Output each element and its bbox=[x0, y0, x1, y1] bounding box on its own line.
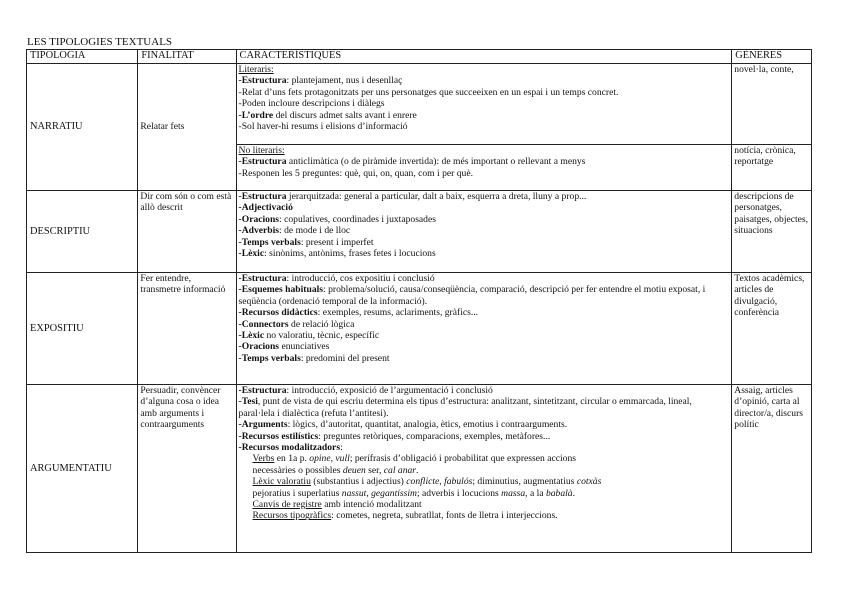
cell-tipologia-argumentatiu bbox=[27, 385, 138, 553]
cell-generes-narratiu-literaris bbox=[732, 64, 812, 145]
table-row bbox=[27, 191, 812, 273]
cell-generes-argumentatiu bbox=[732, 385, 812, 553]
tipologia-label: DESCRIPTIU bbox=[30, 225, 91, 237]
list-item: -L’ordre del discurs admet salts avant i enrere bbox=[238, 109, 417, 121]
cell-caracteristiques-expositiu bbox=[236, 273, 732, 385]
subheading-literaris: Literaris: bbox=[238, 64, 274, 75]
cell-tipologia-expositiu bbox=[27, 273, 138, 385]
cell-caracteristiques-descriptiu bbox=[236, 191, 732, 273]
list-item: -Lèxic: sinònims, antònims, frases fetes i locucions bbox=[238, 248, 436, 260]
finalitat-text: Persuadir, convèncer d’alguna cosa o idea amb arguments i contraarguments bbox=[140, 385, 221, 431]
list-item: -Esquemes habituals: problema/solució, causa/conseqüència, comparació, descripció per fer entendre el motiu exposat, i seqüència (ordenació temporal de la informació). bbox=[238, 284, 706, 307]
cell-caracteristiques-narratiu-literaris bbox=[236, 64, 732, 145]
generes-text: novel·la, conte, bbox=[734, 64, 794, 75]
finalitat-text: Dir com són o com està allò descrit bbox=[140, 191, 232, 214]
tipologia-label: ARGUMENTATIU bbox=[30, 462, 112, 474]
cell-finalitat-expositiu bbox=[138, 273, 236, 385]
list-item: -Responen les 5 preguntes: què, qui, on, quan, com i per què. bbox=[238, 167, 473, 179]
list-item: -Connectors de relació lògica bbox=[238, 318, 355, 330]
cell-finalitat-argumentatiu bbox=[138, 385, 236, 553]
list-item: -Lèxic no valoratiu, tècnic, específic bbox=[238, 330, 380, 342]
list-item: -Estructura: introducció, cos expositiu i conclusió bbox=[238, 273, 435, 284]
cell-caracteristiques-narratiu-noliteraris bbox=[236, 145, 732, 191]
cell-finalitat-descriptiu bbox=[138, 191, 236, 273]
list-item: -Oracions: copulatives, coordinades i juxtaposades bbox=[238, 213, 436, 225]
list-item: -Sol haver-hi resums i elisions d’informació bbox=[238, 121, 408, 133]
generes-text: Textos acadèmics, articles de divulgació, conferència bbox=[734, 273, 805, 319]
table-row bbox=[27, 64, 812, 145]
list-item: -Temps verbals: present i imperfet bbox=[238, 236, 374, 248]
table-row bbox=[27, 385, 812, 553]
header-finalitat: FINALITAT bbox=[138, 50, 236, 64]
cell-tipologia-narratiu bbox=[27, 64, 138, 191]
list-item: -Adverbis: de mode i de lloc bbox=[238, 225, 351, 237]
generes-text: descripcions de personatges, paisatges, objectes, situacions bbox=[734, 191, 809, 237]
finalitat-text: Relatar fets bbox=[140, 121, 185, 133]
list-item: -Tesi, punt de vista de qui escriu determina els tipus d’estructura: analitzant, sintetitzant, circular o emmarcada, lineal, paral·lela i dialèctica (refuta l’antitesi). bbox=[238, 396, 692, 419]
cell-tipologia-descriptiu bbox=[27, 191, 138, 273]
list-item: -Recursos estilístics: preguntes retòriques, comparacions, exemples, metàfores... bbox=[238, 430, 551, 442]
list-item: -Recursos didàctics: exemples, resums, aclariments, gràfics... bbox=[238, 307, 479, 319]
modalitzador-registre: Canvis de registre amb intenció modalitzant bbox=[252, 499, 422, 511]
cell-generes-expositiu bbox=[732, 273, 812, 385]
finalitat-text: Fer entendre, transmetre informació bbox=[140, 273, 226, 296]
modalitzador-verbs: Verbs en 1a p. opine, vull; perífrasis d’obligació i probabilitat que expressen accions bbox=[252, 453, 576, 465]
header-caracteristiques: CARACTERÍSTIQUES bbox=[236, 50, 732, 64]
tipologia-label: NARRATIU bbox=[30, 121, 83, 133]
list-item: -Oracions enunciatives bbox=[238, 341, 330, 353]
subheading-noliteraris: No literaris: bbox=[238, 145, 285, 156]
modalitzador-verbs-cont: necessàries o possibles deuen ser, cal anar. bbox=[252, 464, 419, 476]
typologies-table bbox=[26, 49, 812, 553]
cell-finalitat-narratiu bbox=[138, 64, 236, 191]
list-item: -Estructura: introducció, exposició de l’argumentació i conclusió bbox=[238, 385, 493, 396]
table-header-row bbox=[27, 50, 812, 64]
list-item: -Temps verbals: predomini del present bbox=[238, 352, 390, 364]
list-item: -Poden incloure descripcions i diàlegs bbox=[238, 98, 385, 110]
document-title: LES TIPOLOGIES TEXTUALS bbox=[27, 36, 173, 48]
list-item: -Estructura anticlimàtica (o de piràmide invertida): de més important o rellevant a menys bbox=[238, 156, 586, 168]
tipologia-label: EXPOSITIU bbox=[30, 322, 84, 334]
modalitzador-tipografics: Recursos tipogràfics: cometes, negreta, subratllat, fonts de lletra i interjeccions. bbox=[252, 510, 558, 522]
cell-generes-narratiu-noliteraris bbox=[732, 145, 812, 191]
generes-text: Assaig, articles d’opinió, carta al director/a, discurs polític bbox=[734, 385, 803, 431]
list-item: -Adjectivació bbox=[238, 202, 293, 214]
header-tipologia: TIPOLOGIA bbox=[27, 50, 138, 64]
table-row bbox=[27, 273, 812, 385]
list-item: -Recursos modalitzadors: bbox=[238, 442, 343, 454]
list-item: -Estructura jerarquitzada: general a particular, dalt a baix, esquerra a dreta, lluny a prop... bbox=[238, 191, 587, 202]
generes-text: notícia, crònica, reportatge bbox=[734, 145, 796, 168]
header-generes: GÈNERES bbox=[732, 50, 812, 64]
list-item: -Estructura: plantejament, nus i desenllaç bbox=[238, 75, 403, 87]
cell-generes-descriptiu bbox=[732, 191, 812, 273]
modalitzador-lexic-cont: pejoratius i superlatius nassut, gegantíssim; adverbis i locucions massa, a la babalà. bbox=[252, 487, 576, 499]
list-item: -Arguments: lògics, d’autoritat, quantitat, analogia, ètics, emotius i contraarguments. bbox=[238, 419, 568, 431]
modalitzador-lexic: Lèxic valoratiu (substantius i adjectius) conflicte, fabulós; diminutius, augmentatius cotxàs bbox=[252, 476, 602, 488]
cell-caracteristiques-argumentatiu bbox=[236, 385, 732, 553]
list-item: -Relat d’uns fets protagonitzats per uns personatges que succeeixen en un espai i un temps concret. bbox=[238, 86, 619, 98]
